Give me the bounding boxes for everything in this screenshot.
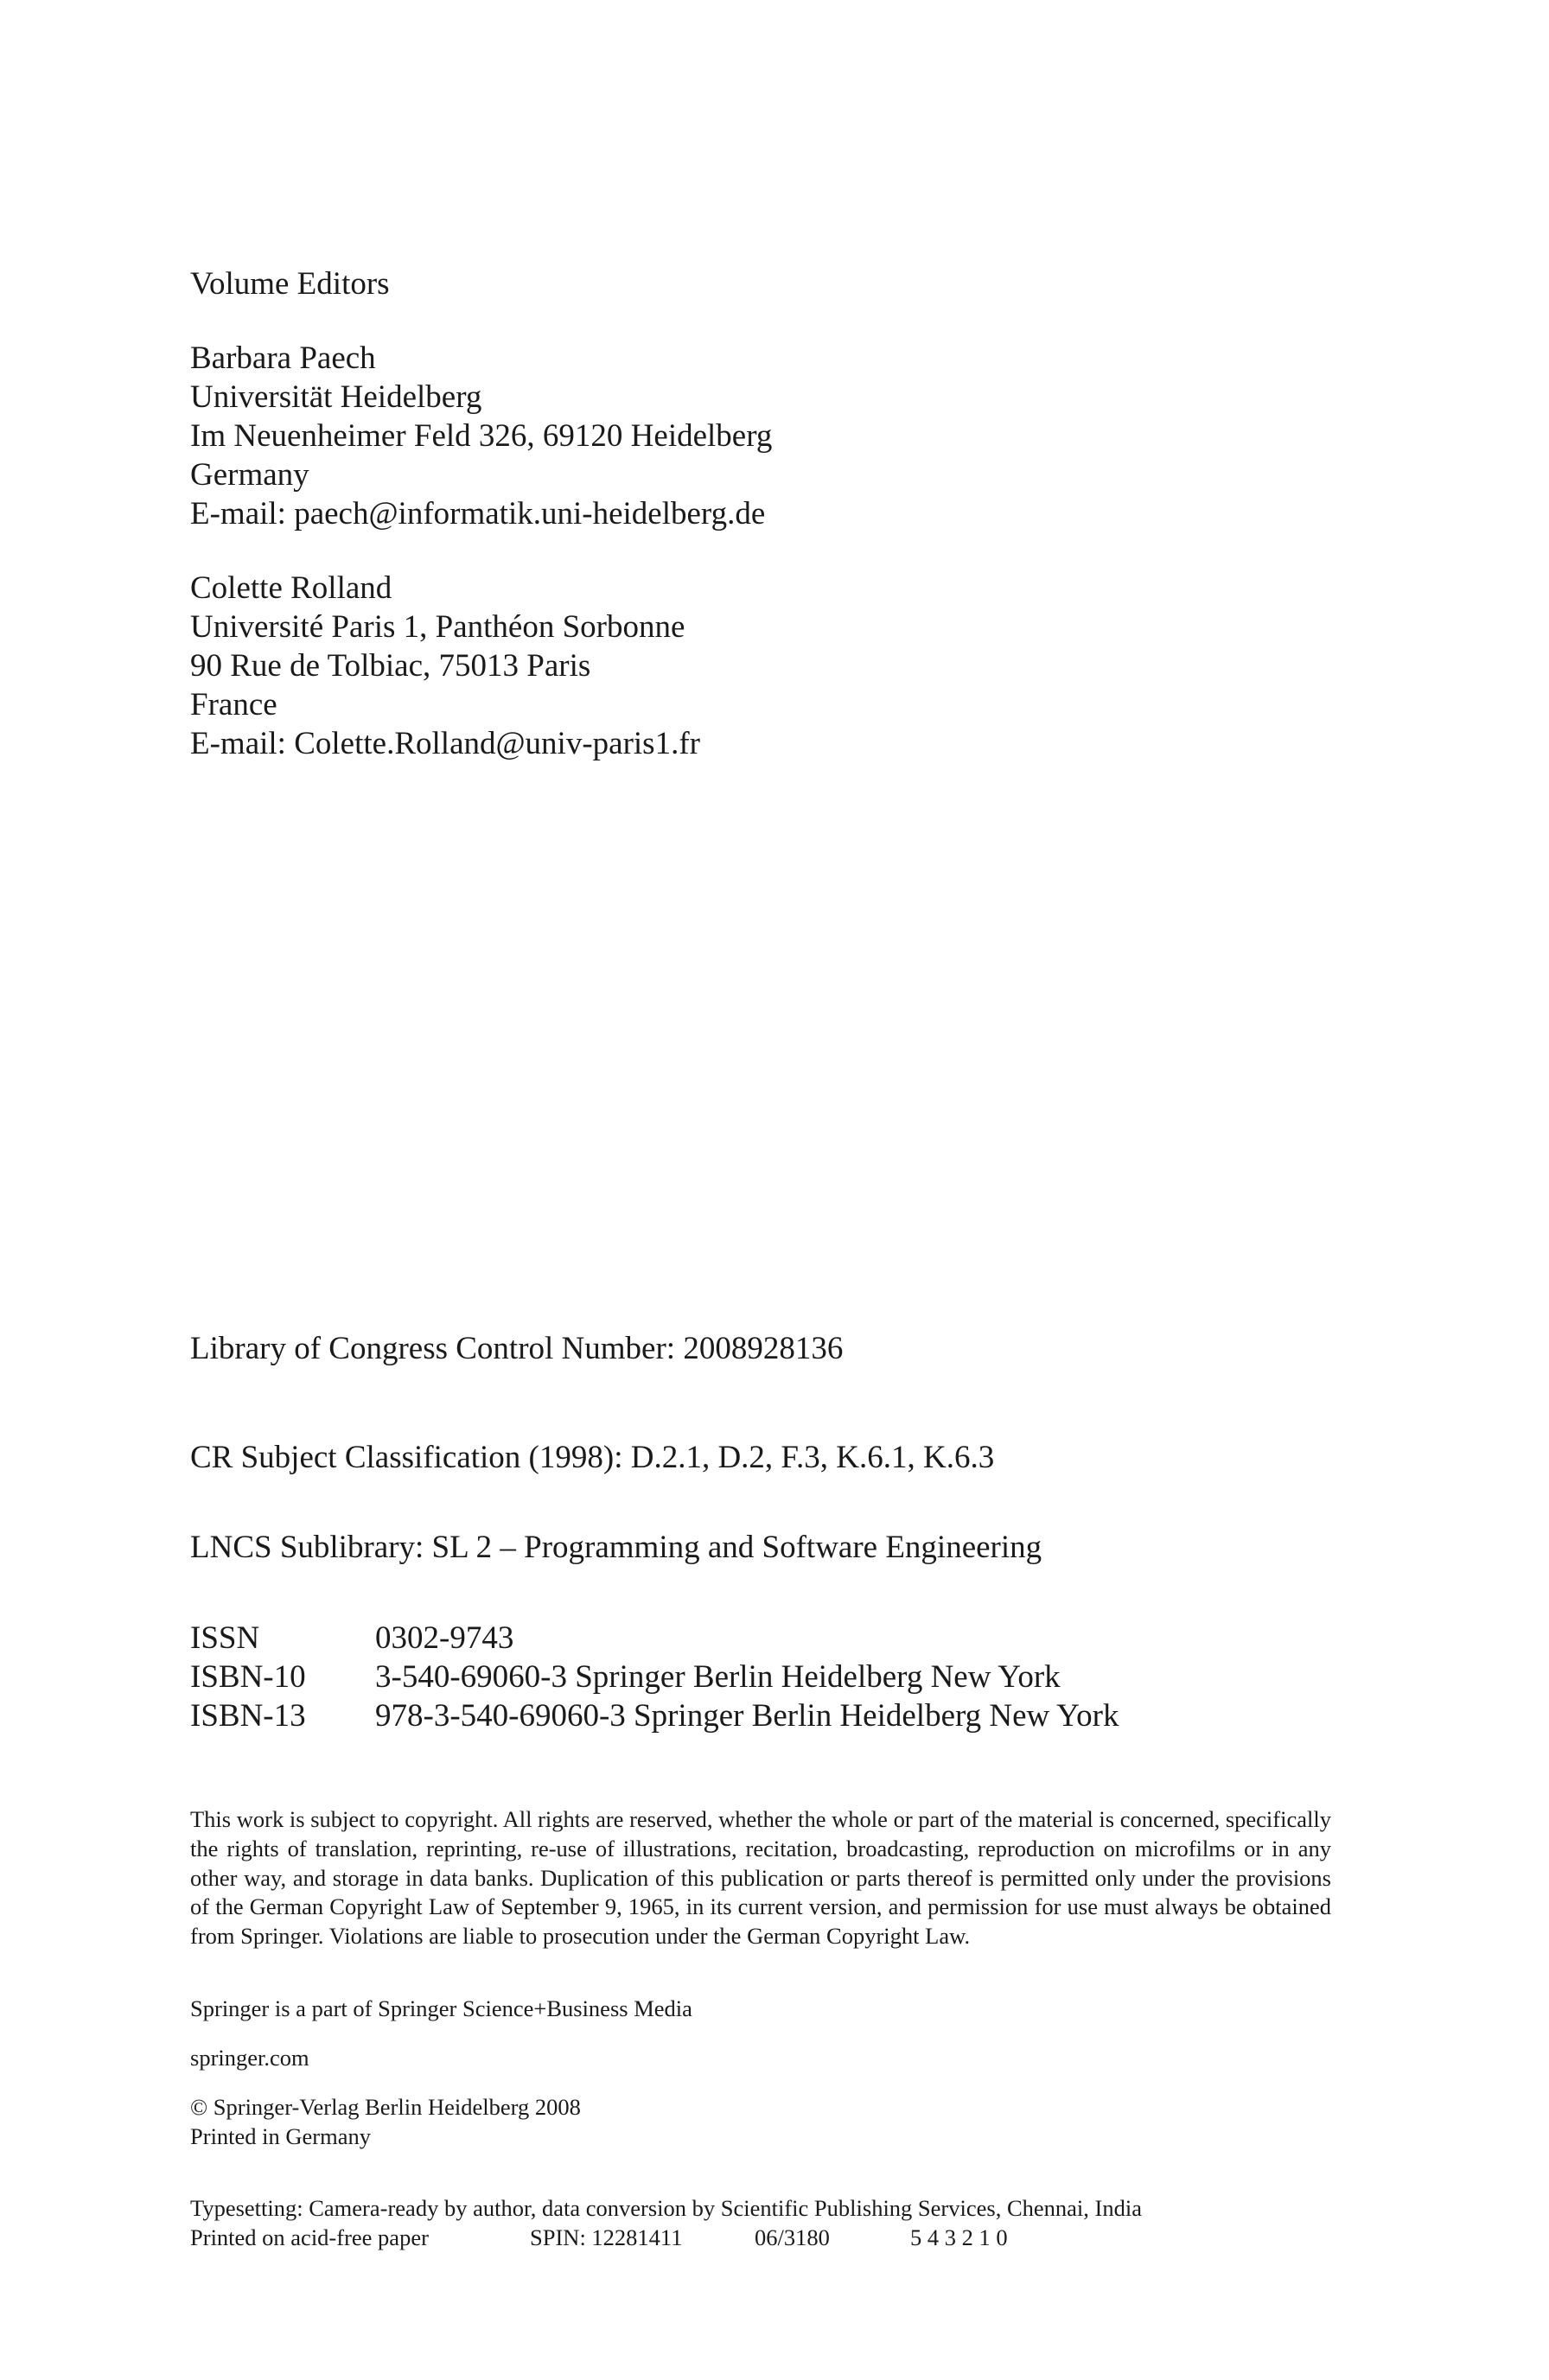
identifier-row-isbn10	[190, 1658, 1119, 1696]
identifier-value: 3-540-69060-3 Springer Berlin Heidelberg New York	[375, 1659, 1061, 1695]
identifiers-table	[190, 1619, 1119, 1735]
volume-editors-heading: Volume Editors	[190, 266, 390, 302]
website-text: springer.com	[190, 2045, 309, 2071]
copyright-notice: This work is subject to copyright. All rights are reserved, whether the whole or part of the material is concerned, specifically the rights of translation, reprinting, re-use of illustrations, recitation, broadcasting, reproduction on microfilms or in any other way, and storage in data banks. Duplication of this publication or parts thereof is permitted only under the provisions of the German Copyright Law of September 9, 1965, in its current version, and permission for use must always be obtained from Springer. Violations are liable to prosecution under the German Copyright Law.	[190, 1806, 1331, 1950]
copyright-line: © Springer-Verlag Berlin Heidelberg 2008	[190, 2094, 581, 2120]
editor-block-paech	[190, 339, 772, 533]
printed-in: Printed in Germany	[190, 2122, 372, 2149]
editor-address: 90 Rue de Tolbiac, 75013 Paris	[190, 648, 591, 684]
identifier-value: 0302-9743	[375, 1620, 514, 1656]
loc-control-number: Library of Congress Control Number: 2008928136	[190, 1331, 844, 1366]
identifier-label: ISSN	[190, 1620, 260, 1656]
identifier-row-issn	[190, 1619, 1119, 1658]
print-code: 06/3180	[755, 2224, 830, 2250]
typesetting-block	[190, 2194, 1331, 2253]
editor-name: Colette Rolland	[190, 570, 392, 606]
print-run: 5 4 3 2 1 0	[910, 2224, 1008, 2250]
editor-affiliation: Université Paris 1, Panthéon Sorbonne	[190, 609, 685, 645]
paper-info: Printed on acid-free paper	[190, 2224, 429, 2250]
identifier-label: ISBN-13	[190, 1698, 306, 1734]
printing-info-row	[190, 2224, 1331, 2253]
spin-number: SPIN: 12281411	[530, 2224, 683, 2250]
editor-email: E-mail: Colette.Rolland@univ-paris1.fr	[190, 726, 700, 761]
editor-affiliation: Universität Heidelberg	[190, 379, 482, 415]
editor-email: E-mail: paech@informatik.uni-heidelberg.de	[190, 496, 766, 531]
identifier-value: 978-3-540-69060-3 Springer Berlin Heidelberg New York	[375, 1698, 1119, 1734]
typesetting-line: Typesetting: Camera-ready by author, data conversion by Scientific Publishing Services, Chennai, India	[190, 2195, 1142, 2221]
editor-block-rolland	[190, 569, 700, 763]
lncs-sublibrary: LNCS Sublibrary: SL 2 – Programming and Software Engineering	[190, 1530, 1042, 1565]
identifier-row-isbn13	[190, 1696, 1119, 1735]
springer-part-statement: Springer is a part of Springer Science+Business Media	[190, 1995, 692, 2021]
editor-country: France	[190, 687, 277, 722]
editor-name: Barbara Paech	[190, 340, 376, 376]
editor-address: Im Neuenheimer Feld 326, 69120 Heidelberg	[190, 418, 773, 454]
cr-subject-classification: CR Subject Classification (1998): D.2.1, D.2, F.3, K.6.1, K.6.3	[190, 1440, 995, 1475]
copyright-line-block	[190, 2093, 1331, 2152]
identifier-label: ISBN-10	[190, 1659, 306, 1695]
editor-country: Germany	[190, 457, 309, 493]
